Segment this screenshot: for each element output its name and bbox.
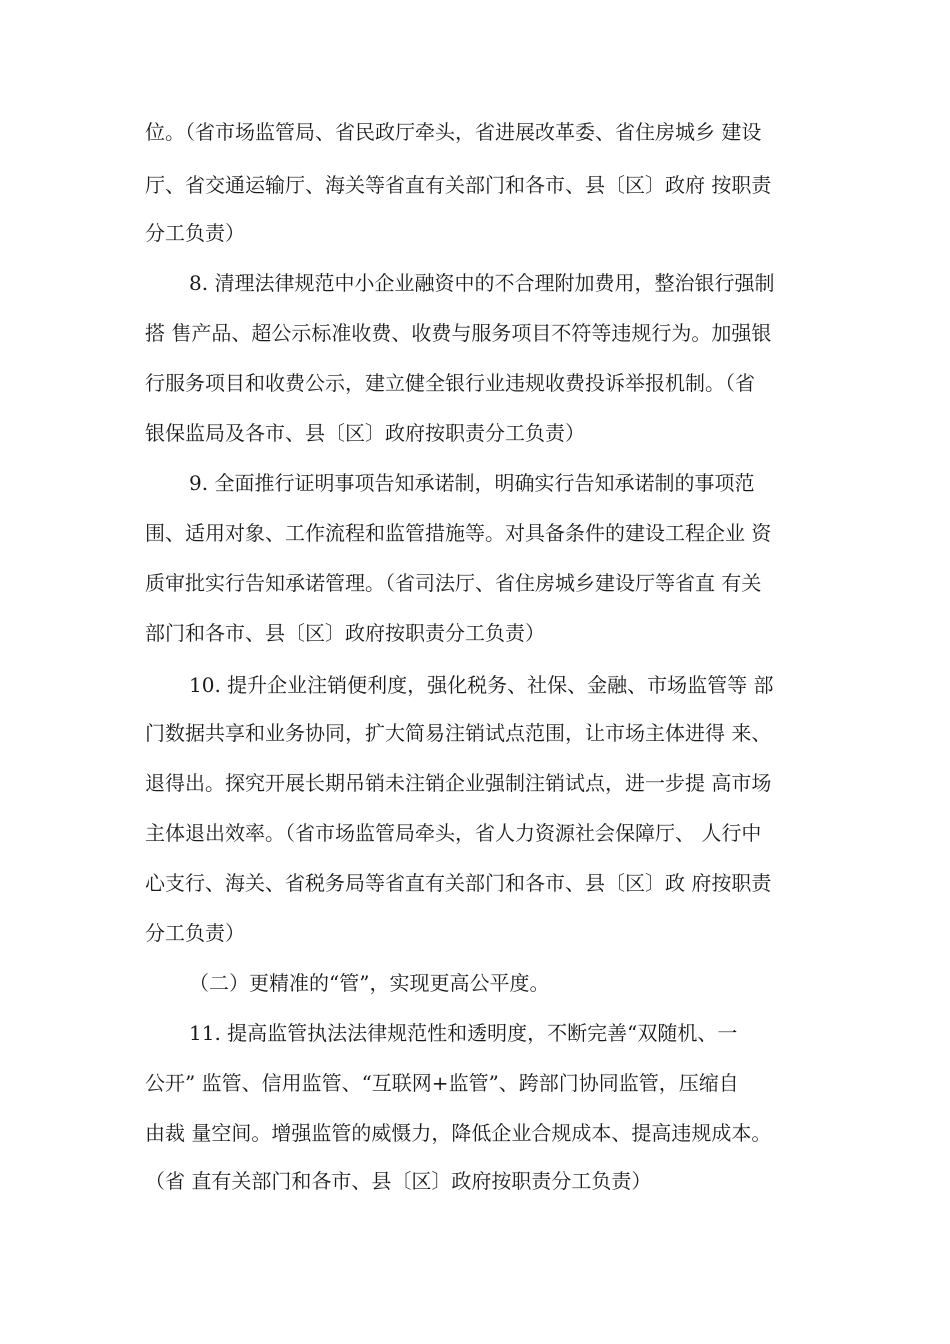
paragraph-9-line-3: 质审批实行告知承诺管理。（省司法厅、省住房城乡建设厅等省直 有关 [145, 571, 762, 595]
paragraph-11-line-1: 11. 提高监管执法法律规范性和透明度，不断完善“双随机、一 [189, 1021, 738, 1045]
paragraph-8-line-4: 银保监局及各市、县〔区〕政府按职责分工负责） [145, 421, 585, 445]
paragraph-9-line-2: 围、适用对象、工作流程和监管措施等。对具备条件的建设工程企业 资 [145, 521, 772, 545]
paragraph-11-line-2: 公开” 监管、信用监管、“互联网+监管”、跨部门协同监管，压缩自 [145, 1071, 739, 1095]
paragraph-10-line-3: 退得出。探究开展长期吊销未注销企业强制注销试点，进一步提 高市场 [145, 771, 772, 795]
paragraph-10-line-5: 心支行、海关、省税务局等省直有关部门和各市、县〔区〕政 府按职责 [145, 871, 772, 895]
paragraph-10-line-1: 10. 提升企业注销便利度，强化税务、社保、金融、市场监管等 部 [189, 673, 774, 697]
text-line-3: 分工负责） [145, 221, 245, 245]
section-heading: （二）更精准的“管”，实现更高公平度。 [189, 971, 550, 995]
text-line-1: 位。（省市场监管局、省民政厅牵头，省进展改革委、省住房城乡 建设 [145, 120, 762, 144]
paragraph-11-line-4: （省 直有关部门和各市、县〔区〕政府按职责分工负责） [145, 1169, 652, 1193]
paragraph-9-line-1: 9. 全面推行证明事项告知承诺制，明确实行告知承诺制的事项范 [189, 471, 755, 495]
paragraph-8-line-3: 行服务项目和收费公示，建立健全银行业违规收费投诉举报机制。（省 [145, 371, 755, 395]
paragraph-9-line-4: 部门和各市、县〔区〕政府按职责分工负责） [145, 621, 545, 645]
paragraph-10-line-6: 分工负责） [145, 921, 245, 945]
paragraph-10-line-2: 门数据共享和业务协同，扩大简易注销试点范围，让市场主体进得 来、 [145, 721, 772, 745]
paragraph-11-line-3: 由裁 量空间。增强监管的威慑力，降低企业合规成本、提高违规成本。 [145, 1121, 772, 1145]
text-line-2: 厅、省交通运输厅、海关等省直有关部门和各市、县〔区〕政府 按职责 [145, 173, 772, 197]
paragraph-8-line-2: 搭 售产品、超公示标准收费、收费与服务项目不符等违规行为。加强银 [145, 321, 772, 345]
paragraph-10-line-4: 主体退出效率。（省市场监管局牵头，省人力资源社会保障厅、 人行中 [145, 821, 762, 845]
paragraph-8-line-1: 8. 清理法律规范中小企业融资中的不合理附加费用，整治银行强制 [189, 271, 775, 295]
